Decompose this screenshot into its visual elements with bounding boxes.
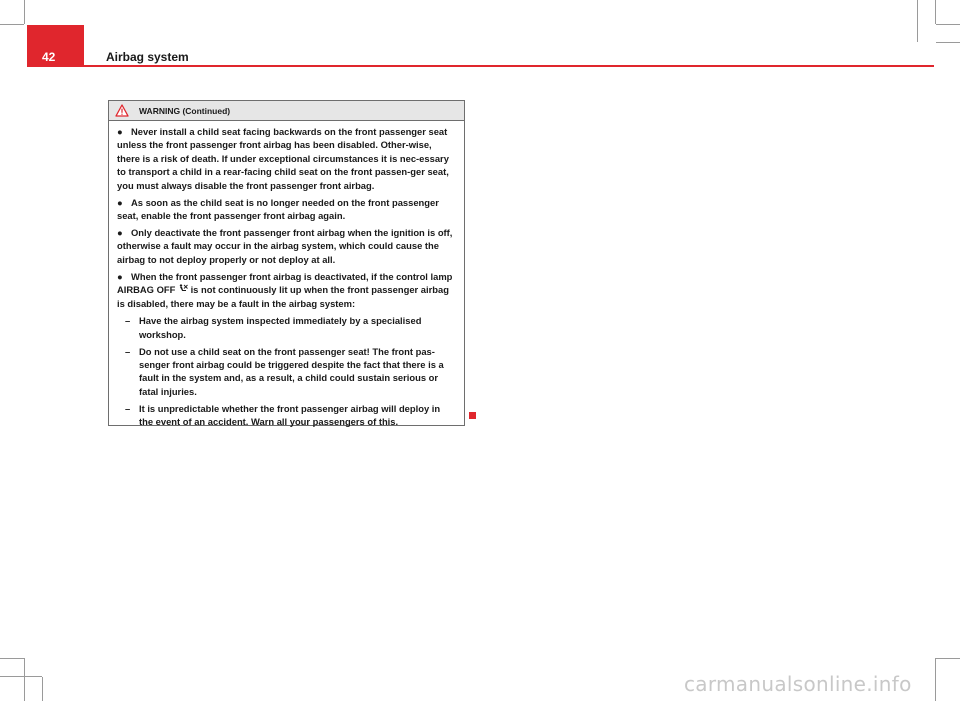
crop-mark: [917, 0, 918, 42]
header-rule: [84, 65, 934, 67]
dash: –: [125, 345, 131, 357]
crop-mark: [0, 24, 24, 25]
sub-item-text: Do not use a child seat on the front passenger seat! The front pas-senger front airbag could be triggered despite the fact that there is a fault in the system and, as a result, a child could sustain serious or fatal injuries.: [139, 345, 444, 397]
paragraph-text: Only deactivate the front passenger front airbag when the ignition is off, otherwise a fault may occur in the airbag system, which could cause the airbag to not deploy properly or not deploy at all.: [117, 226, 453, 265]
warning-sub-item: [117, 314, 456, 341]
warning-sub-item: [117, 345, 456, 399]
airbag-off-lamp-icon: [178, 284, 188, 297]
warning-paragraph: [117, 125, 456, 192]
bullet: ●: [117, 126, 123, 137]
sub-item-text: Have the airbag system inspected immediately by a specialised workshop.: [139, 315, 422, 340]
crop-mark: [936, 24, 960, 25]
warning-header: [109, 101, 464, 121]
watermark: carmanualsonline.info: [684, 672, 912, 696]
bullet: ●: [117, 226, 123, 238]
section-end-mark: [469, 412, 476, 419]
warning-body: [109, 121, 464, 429]
crop-mark: [42, 677, 43, 701]
crop-mark: [0, 676, 42, 677]
crop-mark: [935, 658, 936, 701]
warning-paragraph: [117, 196, 456, 223]
warning-paragraph: [117, 226, 456, 266]
paragraph-text: As soon as the child seat is no longer needed on the front passenger seat, enable the front passenger front airbag again.: [117, 196, 439, 221]
crop-mark: [0, 658, 24, 659]
bullet: ●: [117, 196, 123, 208]
bullet: ●: [117, 270, 123, 282]
page-number: 42: [42, 50, 56, 64]
crop-mark: [936, 42, 960, 43]
warning-box: [108, 100, 465, 426]
page-number-block: [27, 25, 84, 67]
paragraph-text: is not continuously lit up when the front passenger airbag is disabled, there may be a fault in the airbag system:: [117, 283, 449, 310]
crop-mark: [24, 658, 25, 701]
crop-mark: [935, 0, 936, 24]
crop-mark: [936, 658, 960, 659]
dash: –: [125, 315, 131, 327]
warning-sub-item: [117, 402, 456, 429]
warning-title: WARNING (Continued): [139, 105, 231, 116]
warning-triangle-icon: [115, 104, 129, 117]
crop-mark: [24, 0, 25, 24]
warning-paragraph: [117, 270, 456, 311]
paragraph-text: Never install a child seat facing backwards on the front passenger seat unless the front passenger front airbag has been disabled. Other-wise, there is a risk of death. If under exceptional circumstances it is nec-essary to transport a child in a rear-facing child seat on the front passen-ger seat, you must always disable the front passenger front airbag.: [117, 126, 449, 191]
dash: –: [125, 402, 131, 414]
paragraph-text: When the front passenger front airbag is deactivated, if the control lamp AIRBAG OFF: [117, 270, 453, 295]
sub-item-text: It is unpredictable whether the front passenger airbag will deploy in the event of an accident. Warn all your passengers of this.: [139, 402, 441, 428]
section-title: Airbag system: [106, 50, 189, 64]
